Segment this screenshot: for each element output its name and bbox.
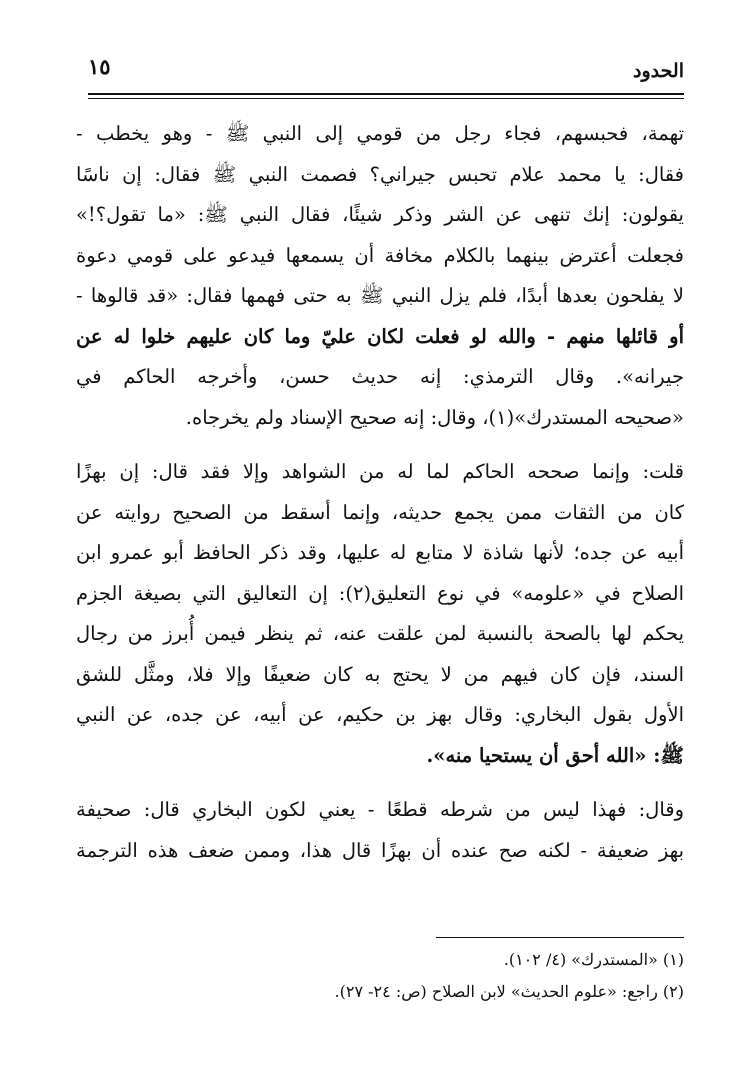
text-line: السند، فإن كان فيهم من لا يحتج به كان ضعيفًا وإلا فلا، ومثَّل للشق: [76, 662, 684, 686]
text-line: الصلاح في «علومه» في نوع التعليق(٢): إن التعاليق التي بصيغة الجزم: [76, 581, 684, 605]
footnote-rule: [436, 937, 684, 938]
footnote-1: (١) «المستدرك» (٤/ ١٠٢).: [503, 950, 684, 969]
main-text: [76, 114, 684, 871]
text-line: «صحيحه المستدرك»(١)، وقال: إنه صحيح الإسناد ولم يخرجاه.: [185, 405, 684, 429]
chapter-title: الحدود: [633, 60, 684, 82]
page-number: ١٥: [88, 54, 111, 79]
text-line: وقال: فهذا ليس من شرطه قطعًا - يعني لكون البخاري قال: صحيفة: [76, 798, 684, 821]
paragraph-1: [76, 114, 684, 438]
running-header: [88, 52, 684, 92]
text-line: ﷺ: «الله أحق أن يستحيا منه».: [426, 743, 684, 767]
text-line: بهز ضعيفة - لكنه صح عنده أن بهزًا قال هذا، وممن ضعف هذه الترجمة: [76, 838, 684, 862]
text-line: أبيه عن جده؛ لأنها شاذة لا متابع له عليها، وقد ذكر الحافظ أبو عمرو ابن: [76, 541, 684, 564]
footnote-2: (٢) راجع: «علوم الحديث» لابن الصلاح (ص: ٢٤- ٢٧).: [334, 982, 684, 1001]
text-line: أو قائلها منهم - والله لو فعلت لكان عليّ وما كان عليهم خلوا له عن: [76, 324, 684, 348]
header-rule-thin: [88, 98, 684, 99]
text-line: الأول بقول البخاري: وقال بهز بن حكيم، عن أبيه، عن جده، عن النبي: [76, 703, 684, 726]
footnotes: [76, 944, 684, 1008]
text-line: قلت: وإنما صححه الحاكم لما له من الشواهد وإلا فقد قال: إن بهزًا: [76, 460, 684, 483]
text-line: لا يفلحون بعدها أبدًا، فلم يزل النبي ﷺ به حتى فهمها فقال: «قد قالوها -: [76, 284, 684, 307]
text-line: فقال: يا محمد علام تحبس جيراني؟ فصمت النبي ﷺ فقال: إن ناسًا: [76, 162, 684, 186]
header-rule-thick: [88, 93, 684, 95]
text-line: يقولون: إنك تنهى عن الشر وذكر شيئًا، فقال النبي ﷺ: «ما تقول؟!»: [76, 203, 684, 226]
paragraph-2: [76, 452, 684, 776]
text-line: يحكم لها بالصحة بالنسبة لمن علقت عنه، ثم ينظر فيمن أُبرز من رجال: [76, 622, 684, 645]
text-line: جيرانه». وقال الترمذي: إنه حديث حسن، وأخرجه الحاكم في: [76, 365, 684, 388]
text-line: تهمة، فحبسهم، فجاء رجل من قومي إلى النبي ﷺ - وهو يخطب -: [76, 122, 684, 145]
text-line: كان من الثقات ممن يجمع حديثه، وإنما أسقط من الصحيح روايته عن: [76, 500, 684, 524]
text-line: فجعلت أعترض بينهما بالكلام مخافة أن يسمعها فيدعو على قومي دعوة: [76, 243, 684, 267]
paragraph-3: [76, 790, 684, 871]
